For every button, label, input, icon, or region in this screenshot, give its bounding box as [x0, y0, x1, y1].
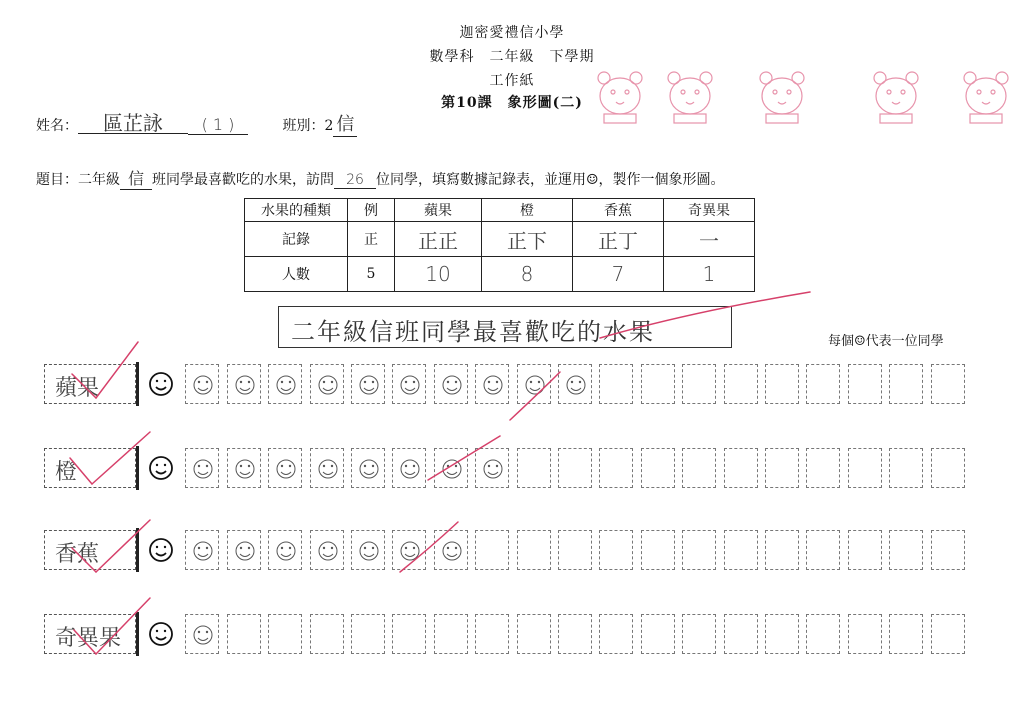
tally-cell: 正正: [395, 222, 482, 257]
class-number: ( 1 ): [188, 115, 248, 135]
chart-title: 二年級信班同學最喜歡吃的水果: [291, 318, 655, 346]
example-tally: 正: [348, 222, 395, 257]
header-cell: 奇異果: [664, 199, 755, 222]
check-mark: [74, 630, 96, 654]
header-cell: 蘋果: [395, 199, 482, 222]
category-label: 香蕉: [55, 542, 100, 567]
check-mark: [400, 522, 458, 572]
tally-cell: 正丁: [573, 222, 664, 257]
header-cell: 水果的種類: [245, 199, 348, 222]
class-value: 信: [333, 110, 357, 137]
header-cell: 例: [348, 199, 395, 222]
check-mark: [72, 374, 96, 398]
subject-line: 數學科 二年級 下學期: [429, 49, 595, 65]
chart-key: 每個☺代表一位同學: [828, 334, 944, 349]
check-mark: [70, 458, 92, 484]
tally-cell: 正下: [482, 222, 573, 257]
check-mark: [92, 432, 150, 484]
check-mark: [600, 292, 810, 338]
example-count: 5: [348, 257, 395, 292]
question-part3: 位同學，填寫數據記錄表，並運用☺，製作一個象形圖。: [376, 172, 725, 188]
check-mark: [96, 520, 150, 572]
tally-cell: 一: [664, 222, 755, 257]
question-part1: 題目：二年級: [36, 172, 120, 188]
check-mark: [96, 342, 138, 398]
header-cell: 橙: [482, 199, 573, 222]
school-name: 迦密愛禮信小學: [459, 25, 565, 41]
count-cell: 8: [482, 257, 573, 292]
category-label: 橙: [55, 460, 78, 485]
category-label: 蘋果: [55, 376, 100, 401]
lesson-title: 第10課 象形圖(二): [441, 95, 583, 111]
question-part2: 班同學最喜歡吃的水果，訪問: [152, 172, 334, 188]
row-label: 記錄: [245, 222, 348, 257]
name-value: 區芷詠: [78, 113, 188, 134]
count-cell: 1: [664, 257, 755, 292]
question-class-fill: 信: [120, 166, 152, 190]
name-label: 姓名：: [36, 118, 78, 134]
class-label: 班別：2: [282, 118, 334, 134]
check-mark: [96, 598, 150, 654]
worksheet-label: 工作紙: [489, 73, 535, 89]
header-cell: 香蕉: [573, 199, 664, 222]
question-count-fill: 26: [334, 172, 376, 189]
count-cell: 10: [395, 257, 482, 292]
count-cell: 7: [573, 257, 664, 292]
category-label: 奇異果: [55, 626, 122, 651]
check-mark: [510, 372, 560, 420]
check-mark: [428, 436, 500, 480]
row-label: 人數: [245, 257, 348, 292]
check-mark: [72, 548, 96, 572]
